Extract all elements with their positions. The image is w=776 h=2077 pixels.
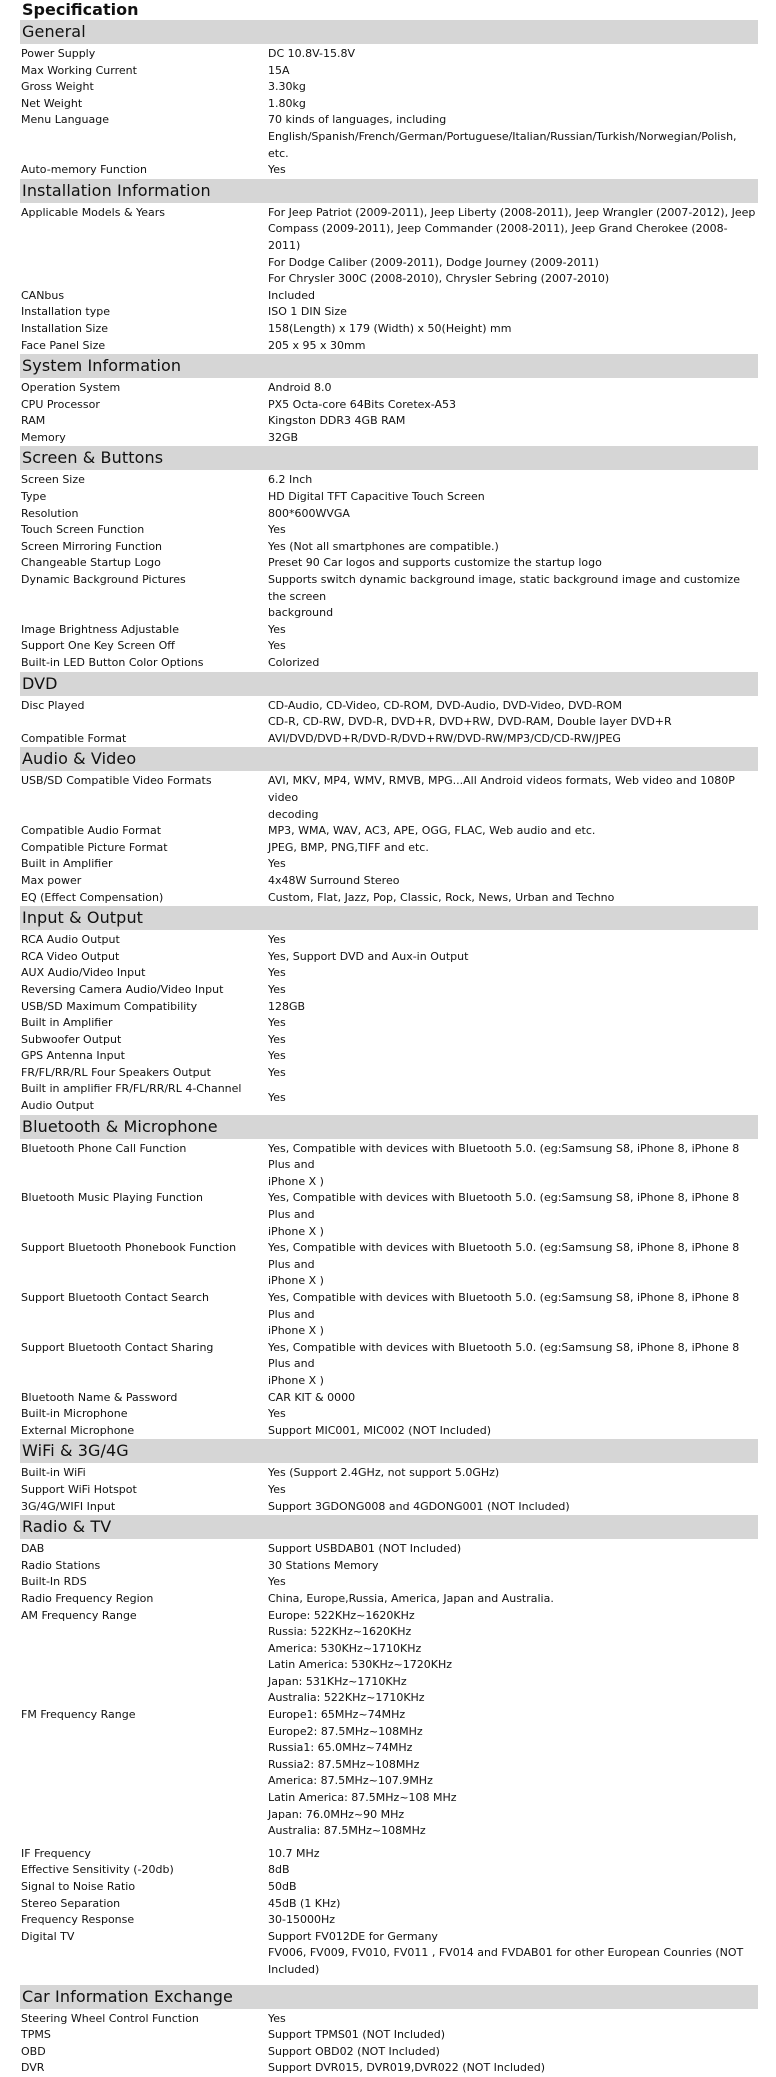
spec-row (20, 1541, 758, 1558)
spec-row (20, 823, 758, 840)
spec-value: Yes (268, 1090, 286, 1104)
spec-label: CPU Processor (21, 397, 100, 411)
spec-label: OBD (21, 2044, 46, 2058)
spec-label: Bluetooth Music Playing Function (21, 1191, 203, 1205)
spec-label: Support Bluetooth Contact Sharing (21, 1340, 214, 1354)
section-header: Bluetooth & Microphone (20, 1115, 758, 1139)
spec-label: Support WiFi Hotspot (21, 1482, 137, 1496)
spec-row (20, 1048, 758, 1065)
spec-value: 70 kinds of languages, including English/Spanish/French/German/Portuguese/Italian/Russian/Turkish/Norwegian/Polish, etc. (268, 113, 737, 160)
spec-value: Yes (268, 1575, 286, 1589)
spec-value: Yes (268, 982, 286, 996)
spec-rows (20, 378, 758, 446)
spec-section (20, 446, 758, 671)
spec-value: 10.7 MHz (268, 1846, 320, 1860)
spec-label: RCA Video Output (21, 949, 120, 963)
spec-label: Power Supply (21, 47, 96, 60)
spec-rows (20, 203, 758, 354)
spec-value: 158(Length) x 179 (Width) x 50(Height) mm (268, 321, 512, 335)
spec-value: 6.2 Inch (268, 473, 313, 487)
spec-label: Menu Language (21, 113, 109, 127)
spec-value: 205 x 95 x 30mm (268, 338, 366, 352)
spec-row (20, 982, 758, 999)
section-header: Audio & Video (20, 747, 758, 771)
spec-section (20, 179, 758, 354)
spec-label: Net Weight (21, 96, 83, 110)
spec-label: Compatible Audio Format (21, 824, 162, 838)
spec-row (20, 856, 758, 873)
spec-value: 3.30kg (268, 80, 306, 94)
spec-section (20, 20, 758, 179)
spec-row (20, 1015, 758, 1032)
spec-value: Yes (268, 1016, 286, 1030)
spec-label: EQ (Effect Compensation) (21, 890, 164, 904)
spec-value: Support FV012DE for Germany FV006, FV009, FV010, FV011 , FV014 and FVDAB01 for other European Counries (NOT Included) (268, 1929, 744, 1976)
spec-label: IF Frequency (21, 1846, 91, 1860)
spec-value: Yes, Compatible with devices with Bluetooth 5.0. (eg:Samsung S8, iPhone 8, iPhone 8 Plus and iPhone X ) (268, 1141, 740, 1188)
section-header: General (20, 20, 758, 44)
spec-value: Yes, Compatible with devices with Bluetooth 5.0. (eg:Samsung S8, iPhone 8, iPhone 8 Plus and iPhone X ) (268, 1291, 740, 1338)
spec-value: CD-Audio, CD-Video, CD-ROM, DVD-Audio, DVD-Video, DVD-ROM CD-R, CD-RW, DVD-R, DVD+R, DVD+RW, DVD-RAM, Double layer DVD+R (268, 698, 672, 729)
spec-rows (20, 771, 758, 906)
spec-value: China, Europe,Russia, America, Japan and Australia. (268, 1591, 554, 1605)
spec-row (20, 413, 758, 430)
spec-row (20, 555, 758, 572)
spec-label: Support One Key Screen Off (21, 639, 175, 653)
spec-section (20, 354, 758, 446)
spec-label: Built-in LED Button Color Options (21, 656, 204, 669)
spec-label: Frequency Response (21, 1913, 135, 1927)
spec-label: Changeable Startup Logo (21, 556, 161, 570)
spec-label: RAM (21, 414, 46, 428)
spec-value: Yes (268, 966, 286, 980)
spec-rows (20, 1539, 758, 1978)
spec-label: Memory (21, 430, 66, 444)
spec-label: DAB (21, 1542, 45, 1556)
spec-value: Yes, Support DVD and Aux-in Output (268, 949, 469, 963)
spec-value: Yes (268, 1065, 286, 1079)
spec-label: Disc Played (21, 698, 85, 712)
spec-value: Included (268, 288, 316, 302)
spec-value: Support OBD02 (NOT Included) (268, 2044, 440, 2058)
spec-value: 4x48W Surround Stereo (268, 873, 400, 887)
spec-rows (20, 696, 758, 748)
spec-row (20, 63, 758, 80)
spec-row (20, 1465, 758, 1482)
spec-rows (20, 1463, 758, 1515)
spec-section (20, 1115, 758, 1440)
spec-row (20, 380, 758, 397)
spec-label: Support Bluetooth Contact Search (21, 1291, 209, 1304)
spec-value: Yes (Not all smartphones are compatible.) (268, 539, 499, 553)
spec-row (20, 949, 758, 966)
spec-row (20, 698, 758, 731)
spec-row (20, 489, 758, 506)
spec-label: Max power (21, 873, 82, 887)
spec-row (20, 1290, 758, 1340)
section-header: Car Information Exchange (20, 1985, 758, 2009)
spec-value: CAR KIT & 0000 (268, 1390, 356, 1404)
spec-label: Radio Frequency Region (21, 1591, 154, 1605)
spec-label: Auto-memory Function (21, 163, 147, 177)
spec-value: Android 8.0 (268, 381, 332, 395)
spec-label: USB/SD Maximum Compatibility (21, 999, 198, 1013)
spec-label: Built-in WiFi (21, 1466, 86, 1480)
spec-row (20, 1912, 758, 1929)
spec-label: RCA Audio Output (21, 933, 120, 947)
section-header: WiFi & 3G/4G (20, 1439, 758, 1463)
spec-value: Yes (268, 857, 286, 871)
spec-label: Operation System (21, 381, 121, 395)
spec-value: Support DVR015, DVR019,DVR022 (NOT Included) (268, 2061, 545, 2075)
spec-value: Yes (268, 163, 286, 177)
spec-page (20, 0, 758, 2077)
spec-value: Europe: 522KHz~1620KHz Russia: 522KHz~1620KHz America: 530KHz~1710KHz Latin America: 530KHz~1720KHz Japan: 531KHz~1710KHz Australia: 522KHz~1710KHz (268, 1608, 453, 1705)
spec-label: AUX Audio/Video Input (21, 966, 146, 980)
spec-row (20, 288, 758, 305)
spec-row (20, 965, 758, 982)
spec-label: Radio Stations (21, 1558, 101, 1572)
spec-value: For Jeep Patriot (2009-2011), Jeep Liberty (2008-2011), Jeep Wrangler (2007-2012), Jeep Compass (2009-2011), Jeep Commander (2008-2011), Jeep Grand Cherokee (2008-2011) For Dodge Caliber (2009-2011), Dodge Journey (2009-2011) For Chrysler 300C (2008-2010), Chrysler Sebring (2007-2010) (268, 205, 756, 286)
section-header: Installation Information (20, 179, 758, 203)
spec-value: 1.80kg (268, 96, 306, 110)
spec-section (20, 1985, 758, 2077)
spec-row (20, 873, 758, 890)
spec-value: Yes (268, 2011, 286, 2025)
spec-row (20, 2027, 758, 2044)
spec-label: DVR (21, 2061, 45, 2075)
spec-row (20, 890, 758, 907)
spec-row (20, 1929, 758, 1979)
spec-row (20, 2011, 758, 2028)
spec-row (20, 1406, 758, 1423)
spec-row (20, 999, 758, 1016)
spec-label: Dynamic Background Pictures (21, 573, 186, 587)
spec-label: USB/SD Compatible Video Formats (21, 774, 212, 788)
spec-label: Steering Wheel Control Function (21, 2011, 199, 2025)
spec-value: Yes (268, 1049, 286, 1063)
spec-label: Installation Size (21, 321, 109, 335)
spec-value: Support TPMS01 (NOT Included) (268, 2028, 446, 2042)
spec-row (20, 46, 758, 63)
section-header: Radio & TV (20, 1515, 758, 1539)
spec-row (20, 79, 758, 96)
spec-label: FR/FL/RR/RL Four Speakers Output (21, 1065, 211, 1079)
spec-row (20, 1707, 758, 1840)
spec-value: 45dB (1 KHz) (268, 1896, 341, 1910)
spec-value: 128GB (268, 999, 306, 1013)
spec-label: Built-In RDS (21, 1575, 87, 1589)
spec-row (20, 539, 758, 556)
spec-row (20, 205, 758, 288)
spec-label: Screen Size (21, 473, 85, 487)
spec-value: Yes (268, 1407, 286, 1421)
spec-value: 15A (268, 63, 290, 77)
spec-row (20, 622, 758, 639)
spec-label: FM Frequency Range (21, 1708, 136, 1722)
spec-row (20, 1879, 758, 1896)
spec-value: PX5 Octa-core 64Bits Coretex-A53 (268, 397, 456, 411)
spec-label: External Microphone (21, 1423, 135, 1437)
spec-row (20, 430, 758, 447)
spec-section (20, 672, 758, 748)
spec-value: 32GB (268, 430, 299, 444)
spec-row (20, 1499, 758, 1516)
spec-label: Resolution (21, 506, 79, 520)
spec-value: DC 10.8V-15.8V (268, 47, 356, 60)
page-title: Specification (22, 0, 139, 19)
spec-row (20, 1032, 758, 1049)
section-header: Screen & Buttons (20, 446, 758, 470)
spec-label: Built-in Microphone (21, 1407, 128, 1421)
spec-value: AVI/DVD/DVD+R/DVD-R/DVD+RW/DVD-RW/MP3/CD/CD-RW/JPEG (268, 731, 621, 745)
spec-section (20, 1439, 758, 1515)
spec-value: Support MIC001, MIC002 (NOT Included) (268, 1423, 492, 1437)
spec-label: Built in Amplifier (21, 857, 113, 871)
spec-value: HD Digital TFT Capacitive Touch Screen (268, 490, 485, 504)
spec-row (20, 506, 758, 523)
spec-row (20, 96, 758, 113)
spec-row (20, 1141, 758, 1191)
spec-rows (20, 2009, 758, 2077)
spec-row (20, 932, 758, 949)
spec-row (20, 731, 758, 748)
spec-row (20, 1190, 758, 1240)
spec-value: Custom, Flat, Jazz, Pop, Classic, Rock, News, Urban and Techno (268, 890, 615, 904)
spec-label: Type (21, 490, 47, 504)
spec-value: AVI, MKV, MP4, WMV, RMVB, MPG...All Android videos formats, Web video and 1080P video decoding (268, 774, 735, 821)
spec-label: Compatible Picture Format (21, 840, 168, 854)
spec-row (20, 1862, 758, 1879)
spec-label: Image Brightness Adjustable (21, 622, 179, 636)
spec-label: Signal to Noise Ratio (21, 1880, 136, 1893)
spec-row (20, 162, 758, 179)
spec-label: CANbus (21, 288, 65, 302)
spec-row (20, 1390, 758, 1407)
spec-label: AM Frequency Range (21, 1608, 137, 1622)
spec-value: JPEG, BMP, PNG,TIFF and etc. (268, 840, 429, 854)
spec-label: Effective Sensitivity (-20db) (21, 1863, 174, 1877)
spec-row (20, 1591, 758, 1608)
spec-label: Built in amplifier FR/FL/RR/RL 4-Channel Audio Output (21, 1082, 242, 1113)
spec-value: 800*600WVGA (268, 506, 350, 520)
spec-row (20, 1065, 758, 1082)
spec-label: Built in Amplifier (21, 1016, 113, 1030)
spec-label: Bluetooth Phone Call Function (21, 1141, 187, 1155)
spec-value: Europe1: 65MHz~74MHz Europe2: 87.5MHz~108MHz Russia1: 65.0MHz~74MHz Russia2: 87.5MHz~108MHz America: 87.5MHz~107.9MHz Latin America: 87.5MHz~108 MHz Japan: 76.0MHz~90 MHz Australia: 87.5MHz~108MHz (268, 1708, 457, 1838)
spec-value: Kingston DDR3 4GB RAM (268, 414, 406, 428)
section-header: System Information (20, 354, 758, 378)
spec-rows (20, 470, 758, 671)
spec-label: Bluetooth Name & Password (21, 1390, 178, 1404)
spec-row (20, 1340, 758, 1390)
spec-row (20, 1081, 758, 1114)
spec-label: Installation type (21, 305, 110, 319)
spec-label: Applicable Models & Years (21, 205, 166, 219)
spec-value: Yes, Compatible with devices with Bluetooth 5.0. (eg:Samsung S8, iPhone 8, iPhone 8 Plus and iPhone X ) (268, 1241, 740, 1288)
spec-row (20, 1846, 758, 1863)
spec-value: Supports switch dynamic background image, static background image and customize the screen background (268, 573, 740, 620)
spec-label: Support Bluetooth Phonebook Function (21, 1241, 237, 1255)
spec-label: Stereo Separation (21, 1896, 121, 1910)
spec-value: MP3, WMA, WAV, AC3, APE, OGG, FLAC, Web audio and etc. (268, 824, 596, 838)
spec-label: Reversing Camera Audio/Video Input (21, 982, 224, 996)
spec-row (20, 638, 758, 655)
spec-label: Gross Weight (21, 80, 94, 94)
spec-row (20, 321, 758, 338)
spec-row (20, 304, 758, 321)
spec-rows (20, 44, 758, 179)
spec-row (20, 572, 758, 622)
spec-row (20, 1423, 758, 1440)
spec-section (20, 747, 758, 906)
spec-row (20, 840, 758, 857)
spec-label: Screen Mirroring Function (21, 539, 163, 553)
spec-section (20, 1515, 758, 1978)
spec-label: Subwoofer Output (21, 1032, 122, 1046)
spec-value: 8dB (268, 1863, 290, 1877)
spec-row (20, 1574, 758, 1591)
spec-rows (20, 930, 758, 1115)
spec-row (20, 1608, 758, 1708)
spec-row (20, 338, 758, 355)
section-header: DVD (20, 672, 758, 696)
spec-value: Yes (268, 523, 286, 537)
spec-sections (20, 20, 758, 2077)
spec-row (20, 2044, 758, 2061)
spec-value: Yes (268, 933, 286, 947)
spec-value: ISO 1 DIN Size (268, 305, 347, 319)
spec-value: Yes (268, 639, 286, 653)
spec-value: Yes, Compatible with devices with Bluetooth 5.0. (eg:Samsung S8, iPhone 8, iPhone 8 Plus and iPhone X ) (268, 1191, 740, 1238)
spec-row (20, 397, 758, 414)
spec-value: Yes (268, 1482, 286, 1496)
spec-value: 50dB (268, 1880, 297, 1893)
spec-label: Face Panel Size (21, 338, 106, 352)
spec-value: Yes (268, 1032, 286, 1046)
spec-value: 30 Stations Memory (268, 1558, 379, 1572)
spec-value: Support 3GDONG008 and 4GDONG001 (NOT Included) (268, 1499, 570, 1513)
spec-label: Compatible Format (21, 731, 127, 745)
spec-section (20, 906, 758, 1115)
spec-row (20, 472, 758, 489)
spec-label: Max Working Current (21, 63, 137, 77)
spec-label: 3G/4G/WIFI Input (21, 1499, 116, 1513)
spec-row (20, 1896, 758, 1913)
spec-row (20, 1482, 758, 1499)
spec-value: Yes (Support 2.4GHz, not support 5.0GHz) (268, 1466, 500, 1480)
spec-label: Digital TV (21, 1929, 75, 1943)
spec-row (20, 655, 758, 672)
spec-row (20, 773, 758, 823)
spec-row (20, 2060, 758, 2077)
spec-value: Colorized (268, 656, 320, 669)
spec-value: Yes (268, 622, 286, 636)
spec-label: GPS Antenna Input (21, 1049, 125, 1063)
spec-row (20, 1558, 758, 1575)
spec-value: 30-15000Hz (268, 1913, 336, 1927)
spec-label: Touch Screen Function (21, 523, 145, 537)
spec-row (20, 112, 758, 162)
spec-rows (20, 1139, 758, 1440)
spec-label: TPMS (21, 2028, 51, 2042)
section-header: Input & Output (20, 906, 758, 930)
spec-row (20, 1240, 758, 1290)
spec-row (20, 522, 758, 539)
spec-value: Yes, Compatible with devices with Bluetooth 5.0. (eg:Samsung S8, iPhone 8, iPhone 8 Plus and iPhone X ) (268, 1340, 740, 1387)
spec-value: Support USBDAB01 (NOT Included) (268, 1542, 462, 1556)
spec-value: Preset 90 Car logos and supports customize the startup logo (268, 556, 602, 570)
